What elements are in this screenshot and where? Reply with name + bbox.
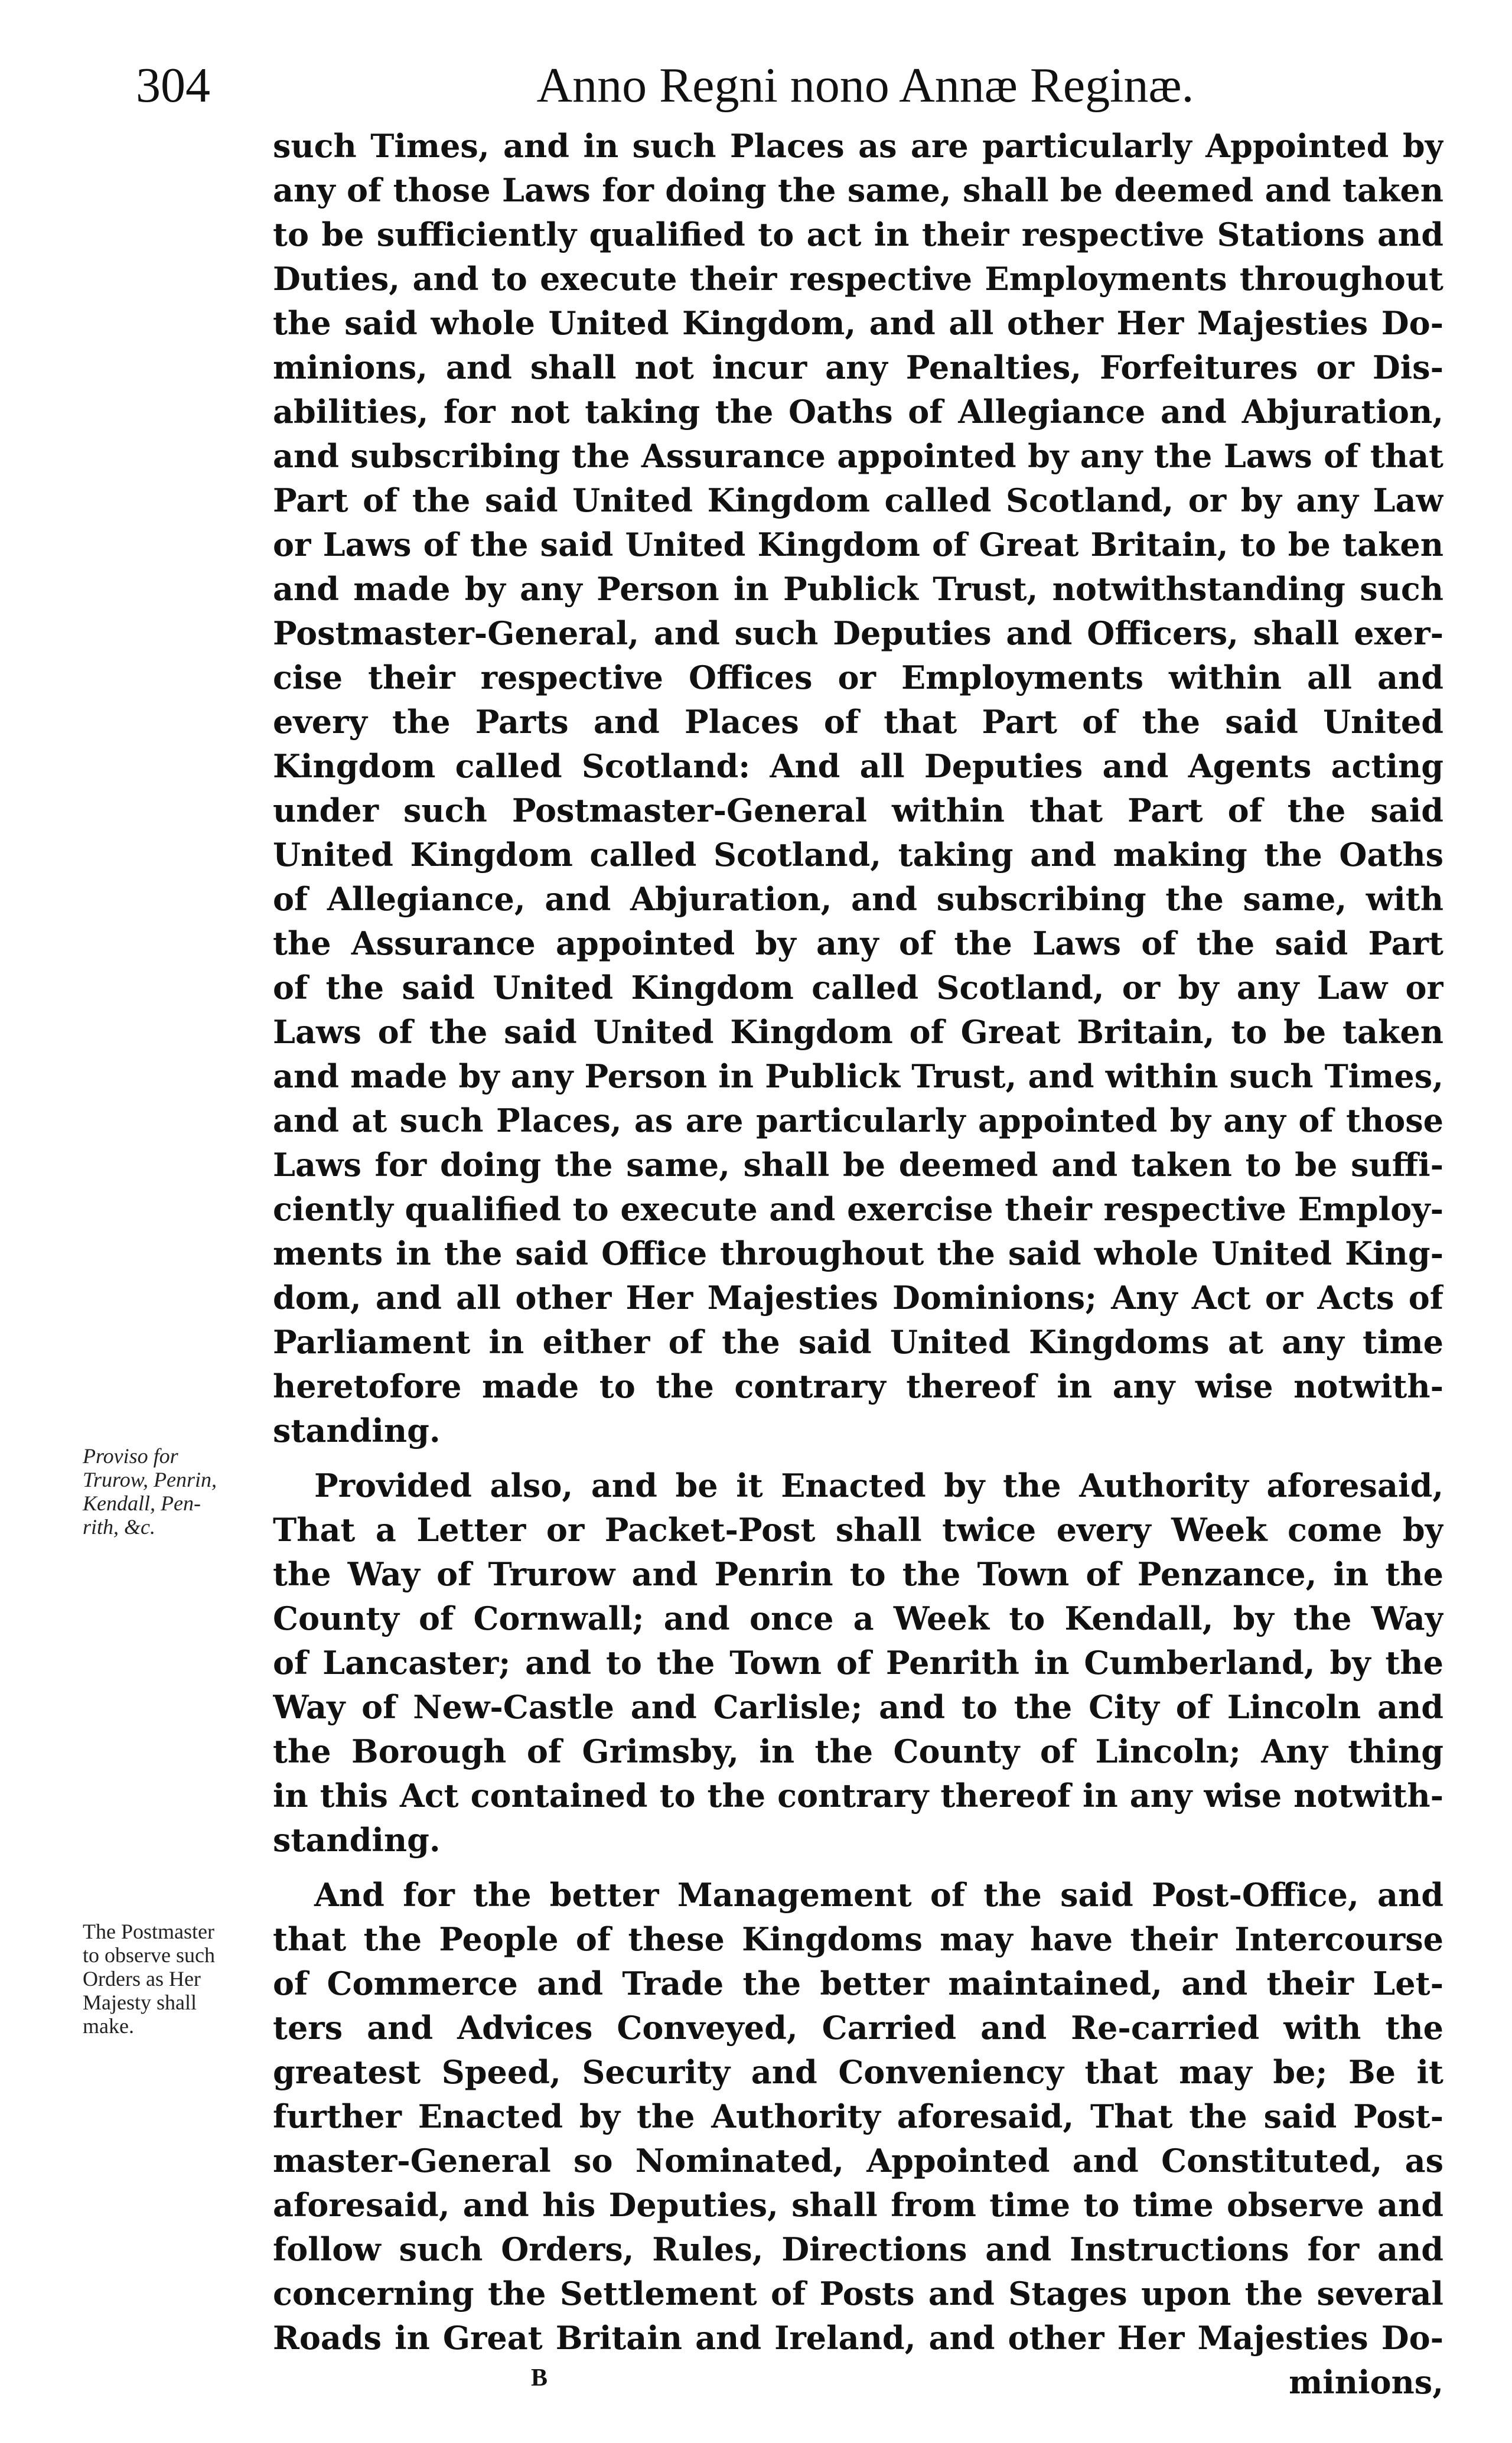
page-number: 304 (136, 58, 210, 113)
text-line: of Lancaster; and to the Town of Penrith in Cumberland, by the (273, 1644, 1443, 1682)
margin-note-line: Majesty shall (83, 1991, 197, 2014)
text-line: in this Act contained to the contrary thereof in any wise notwith- (273, 1777, 1443, 1815)
text-line: and made by any Person in Publick Trust, notwithstanding such (273, 570, 1443, 608)
text-line: Laws of the said United Kingdom of Great Britain, to be taken (273, 1013, 1443, 1051)
text-line: every the Parts and Places of that Part of the said United (273, 703, 1443, 741)
text-line: of Allegiance, and Abjuration, and subscribing the same, with (273, 880, 1443, 918)
paragraph-continuation (273, 124, 1443, 1453)
text-line: Laws for doing the same, shall be deemed and taken to be suffi- (273, 1146, 1443, 1184)
running-head: Anno Regni nono Annæ Reginæ. (536, 58, 1194, 113)
margin-note-line: Trurow, Penrin, (83, 1468, 217, 1491)
text-line: Postmaster-General, and such Deputies and Officers, shall exer- (273, 614, 1443, 652)
paragraph-proviso-post-routes (273, 1464, 1443, 1862)
text-line: Way of New-Castle and Carlisle; and to the City of Lincoln and (273, 1688, 1443, 1726)
text-line: and at such Places, as are particularly appointed by any of those (273, 1102, 1443, 1139)
text-line: greatest Speed, Security and Conveniency that may be; Be it (273, 2053, 1443, 2091)
text-line: ters and Advices Conveyed, Carried and Re-carried with the (273, 2009, 1443, 2047)
margin-note-line: Orders as Her (83, 1967, 201, 1991)
text-line: such Times, and in such Places as are particularly Appointed by (273, 127, 1443, 165)
text-line: Duties, and to execute their respective Employments throughout (273, 260, 1443, 298)
text-line: follow such Orders, Rules, Directions and Instructions for and (273, 2230, 1443, 2268)
text-line: That a Letter or Packet-Post shall twice every Week come by (273, 1511, 1443, 1549)
text-line: any of those Laws for doing the same, shall be deemed and taken (273, 171, 1443, 209)
text-line: abilities, for not taking the Oaths of Allegiance and Abjuration, (273, 393, 1443, 431)
text-line: or Laws of the said United Kingdom of Great Britain, to be taken (273, 526, 1443, 563)
text-line: United Kingdom called Scotland, taking and making the Oaths (273, 836, 1443, 874)
text-line: Parliament in either of the said United Kingdoms at any time (273, 1323, 1443, 1361)
text-line: minions, and shall not incur any Penalties, Forfeitures or Dis- (273, 348, 1443, 386)
signature-mark: B (530, 2364, 548, 2392)
margin-note-line: The Postmaster (83, 1920, 214, 1943)
text-line: County of Cornwall; and once a Week to Kendall, by the Way (273, 1600, 1443, 1637)
text-line: master-General so Nominated, Appointed and Constituted, as (273, 2142, 1443, 2180)
text-line: dom, and all other Her Majesties Dominions; Any Act or Acts of (273, 1279, 1443, 1317)
body-text (273, 124, 1443, 2401)
text-line: the said whole United Kingdom, and all other Her Majesties Do- (273, 304, 1443, 342)
text-line: Provided also, and be it Enacted by the Authority aforesaid, (314, 1467, 1443, 1504)
text-line: to be sufficiently qualified to act in their respective Stations and (273, 216, 1443, 253)
margin-note-line: make. (83, 2014, 134, 2038)
margin-note-line: Kendall, Pen- (83, 1491, 201, 1515)
text-line: of the said United Kingdom called Scotland, or by any Law or (273, 969, 1443, 1006)
text-line: heretofore made to the contrary thereof in any wise notwith- (273, 1367, 1443, 1405)
text-line: that the People of these Kingdoms may have their Intercourse (273, 1920, 1443, 1958)
text-line: And for the better Management of the said Post-Office, and (314, 1876, 1443, 1914)
text-line: and made by any Person in Publick Trust, and within such Times, (273, 1057, 1443, 1095)
text-line: standing. (273, 1821, 441, 1859)
text-line: Kingdom called Scotland: And all Deputies and Agents acting (273, 747, 1443, 785)
text-line: standing. (273, 1412, 441, 1449)
text-line: cise their respective Offices or Employments within all and (273, 659, 1443, 696)
margin-note-postmaster-orders (83, 1920, 260, 2038)
margin-note-line: rith, &c. (83, 1515, 155, 1539)
text-line: ciently qualified to execute and exercise their respective Employ- (273, 1190, 1443, 1228)
text-line: aforesaid, and his Deputies, shall from time to time observe and (273, 2186, 1443, 2224)
text-line: the Way of Trurow and Penrin to the Town of Penzance, in the (273, 1555, 1443, 1593)
text-line: of Commerce and Trade the better maintained, and their Let- (273, 1965, 1443, 2002)
text-line: Roads in Great Britain and Ireland, and other Her Majesties Do- (273, 2319, 1443, 2357)
text-line: concerning the Settlement of Posts and Stages upon the several (273, 2275, 1443, 2312)
margin-note-line: to observe such (83, 1943, 215, 1967)
paragraph-post-office-management (273, 1873, 1443, 2360)
text-line: ments in the said Office throughout the said whole United King- (273, 1234, 1443, 1272)
page-header (0, 53, 1512, 124)
catchword: minions, (1289, 2363, 1443, 2401)
text-line: the Assurance appointed by any of the Laws of the said Part (273, 924, 1443, 962)
text-line: and subscribing the Assurance appointed by any the Laws of that (273, 437, 1443, 475)
margin-note-line: Proviso for (83, 1444, 178, 1468)
text-line: Part of the said United Kingdom called Scotland, or by any Law (273, 481, 1443, 519)
text-line: under such Postmaster-General within that Part of the said (273, 791, 1443, 829)
margin-note-proviso (83, 1444, 260, 1539)
text-line: further Enacted by the Authority aforesaid, That the said Post- (273, 2097, 1443, 2135)
text-line: the Borough of Grimsby, in the County of Lincoln; Any thing (273, 1732, 1443, 1770)
